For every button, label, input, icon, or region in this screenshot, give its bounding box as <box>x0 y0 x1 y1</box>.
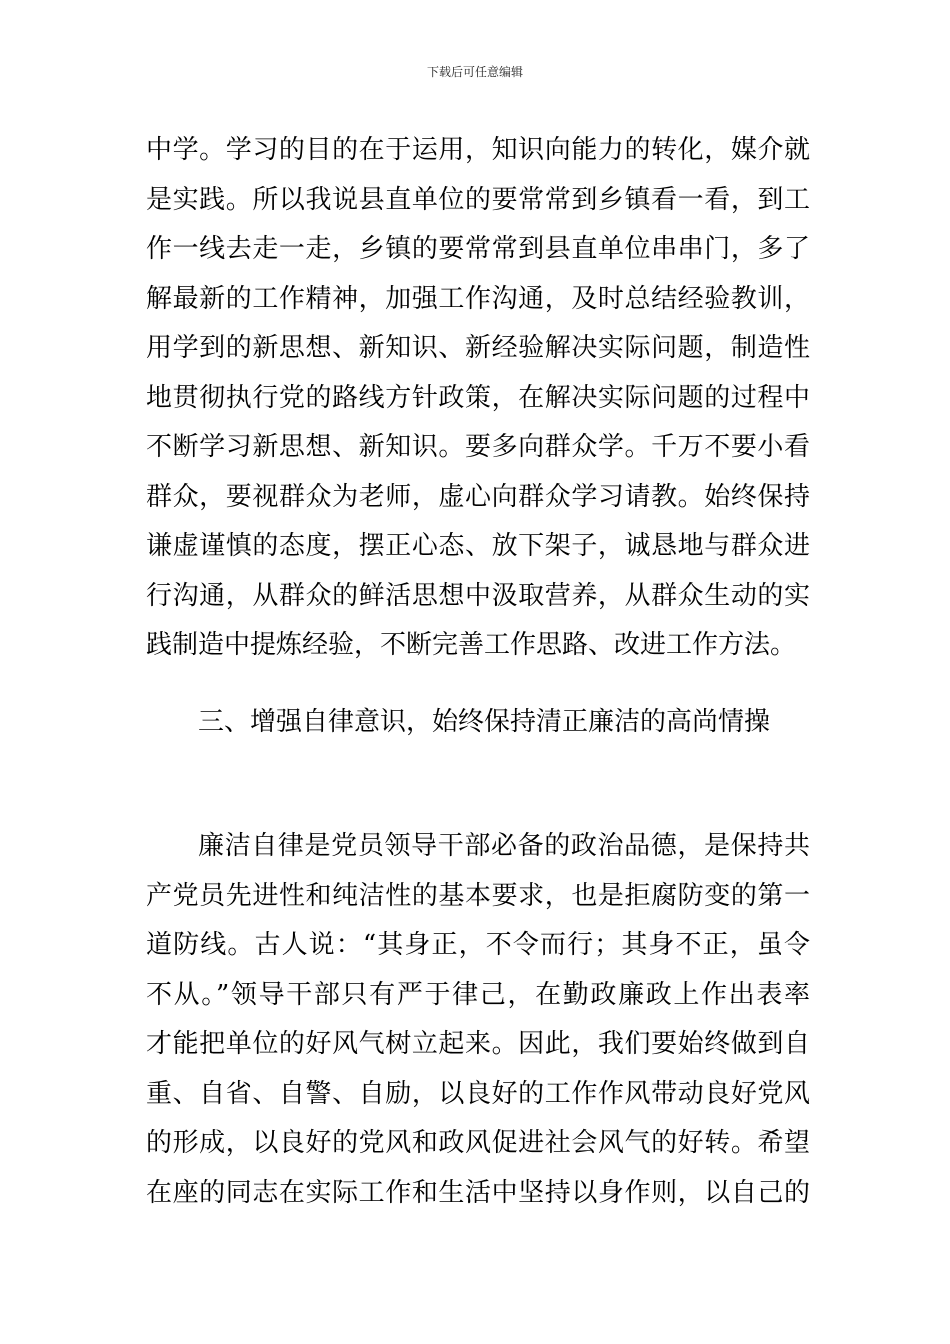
section-heading <box>146 698 810 748</box>
text-line: 才能把单位的好风气树立起来。因此，我们要始终做到自 <box>146 1029 810 1059</box>
text-line: 廉洁自律是党员领导干部必备的政治品德，是保持共 <box>198 831 810 861</box>
text-line: 地贯彻执行党的路线方针政策，在解决实际问题的过程中 <box>146 382 810 413</box>
text-line: 中学。学习的目的在于运用，知识向能力的转化，媒介就 <box>146 135 810 165</box>
text-line: 的形成，以良好的党风和政风促进社会风气的好转。希望 <box>146 1128 810 1158</box>
text-line: 行沟通，从群众的鲜活思想中汲取营养，从群众生动的实 <box>146 580 810 611</box>
text-line: 群众，要视群众为老师，虚心向群众学习请教。始终保持 <box>146 481 810 512</box>
text-line: 谦虚谨慎的态度，摆正心态、放下架子，诚恳地与群众进 <box>146 531 810 561</box>
paragraph-continued <box>146 126 810 671</box>
text-line: 是实践。所以我说县直单位的要常常到乡镇看一看，到工 <box>146 184 810 215</box>
text-line: 重、自省、自警、自励，以良好的工作作风带动良好党风 <box>146 1078 810 1109</box>
text-line: 道防线。古人说：“其身正，不令而行；其身不正，虽令 <box>146 930 810 960</box>
text-line: 作一线去走一走，乡镇的要常常到县直单位串串门，多了 <box>146 234 810 264</box>
text-line: 不断学习新思想、新知识。要多向群众学。千万不要小看 <box>146 432 810 462</box>
paragraph-integrity <box>146 822 810 1218</box>
text-line: 不从。”领导干部只有严于律己，在勤政廉政上作出表率 <box>146 979 810 1010</box>
page-header: 下载后可任意编辑 <box>426 65 523 79</box>
text-line: 用学到的新思想、新知识、新经验解决实际问题，制造性 <box>146 333 810 363</box>
section-heading-text: 三、增强自律意识，始终保持清正廉洁的高尚情操 <box>198 707 771 737</box>
text-line: 践制造中提炼经验，不断完善工作思路、改进工作方法。 <box>146 630 797 660</box>
text-line: 在座的同志在实际工作和生活中坚持以身作则，以自己的 <box>146 1177 810 1208</box>
text-line: 解最新的工作精神，加强工作沟通，及时总结经验教训， <box>146 283 810 314</box>
text-line: 产党员先进性和纯洁性的基本要求，也是拒腐防变的第一 <box>146 880 810 911</box>
